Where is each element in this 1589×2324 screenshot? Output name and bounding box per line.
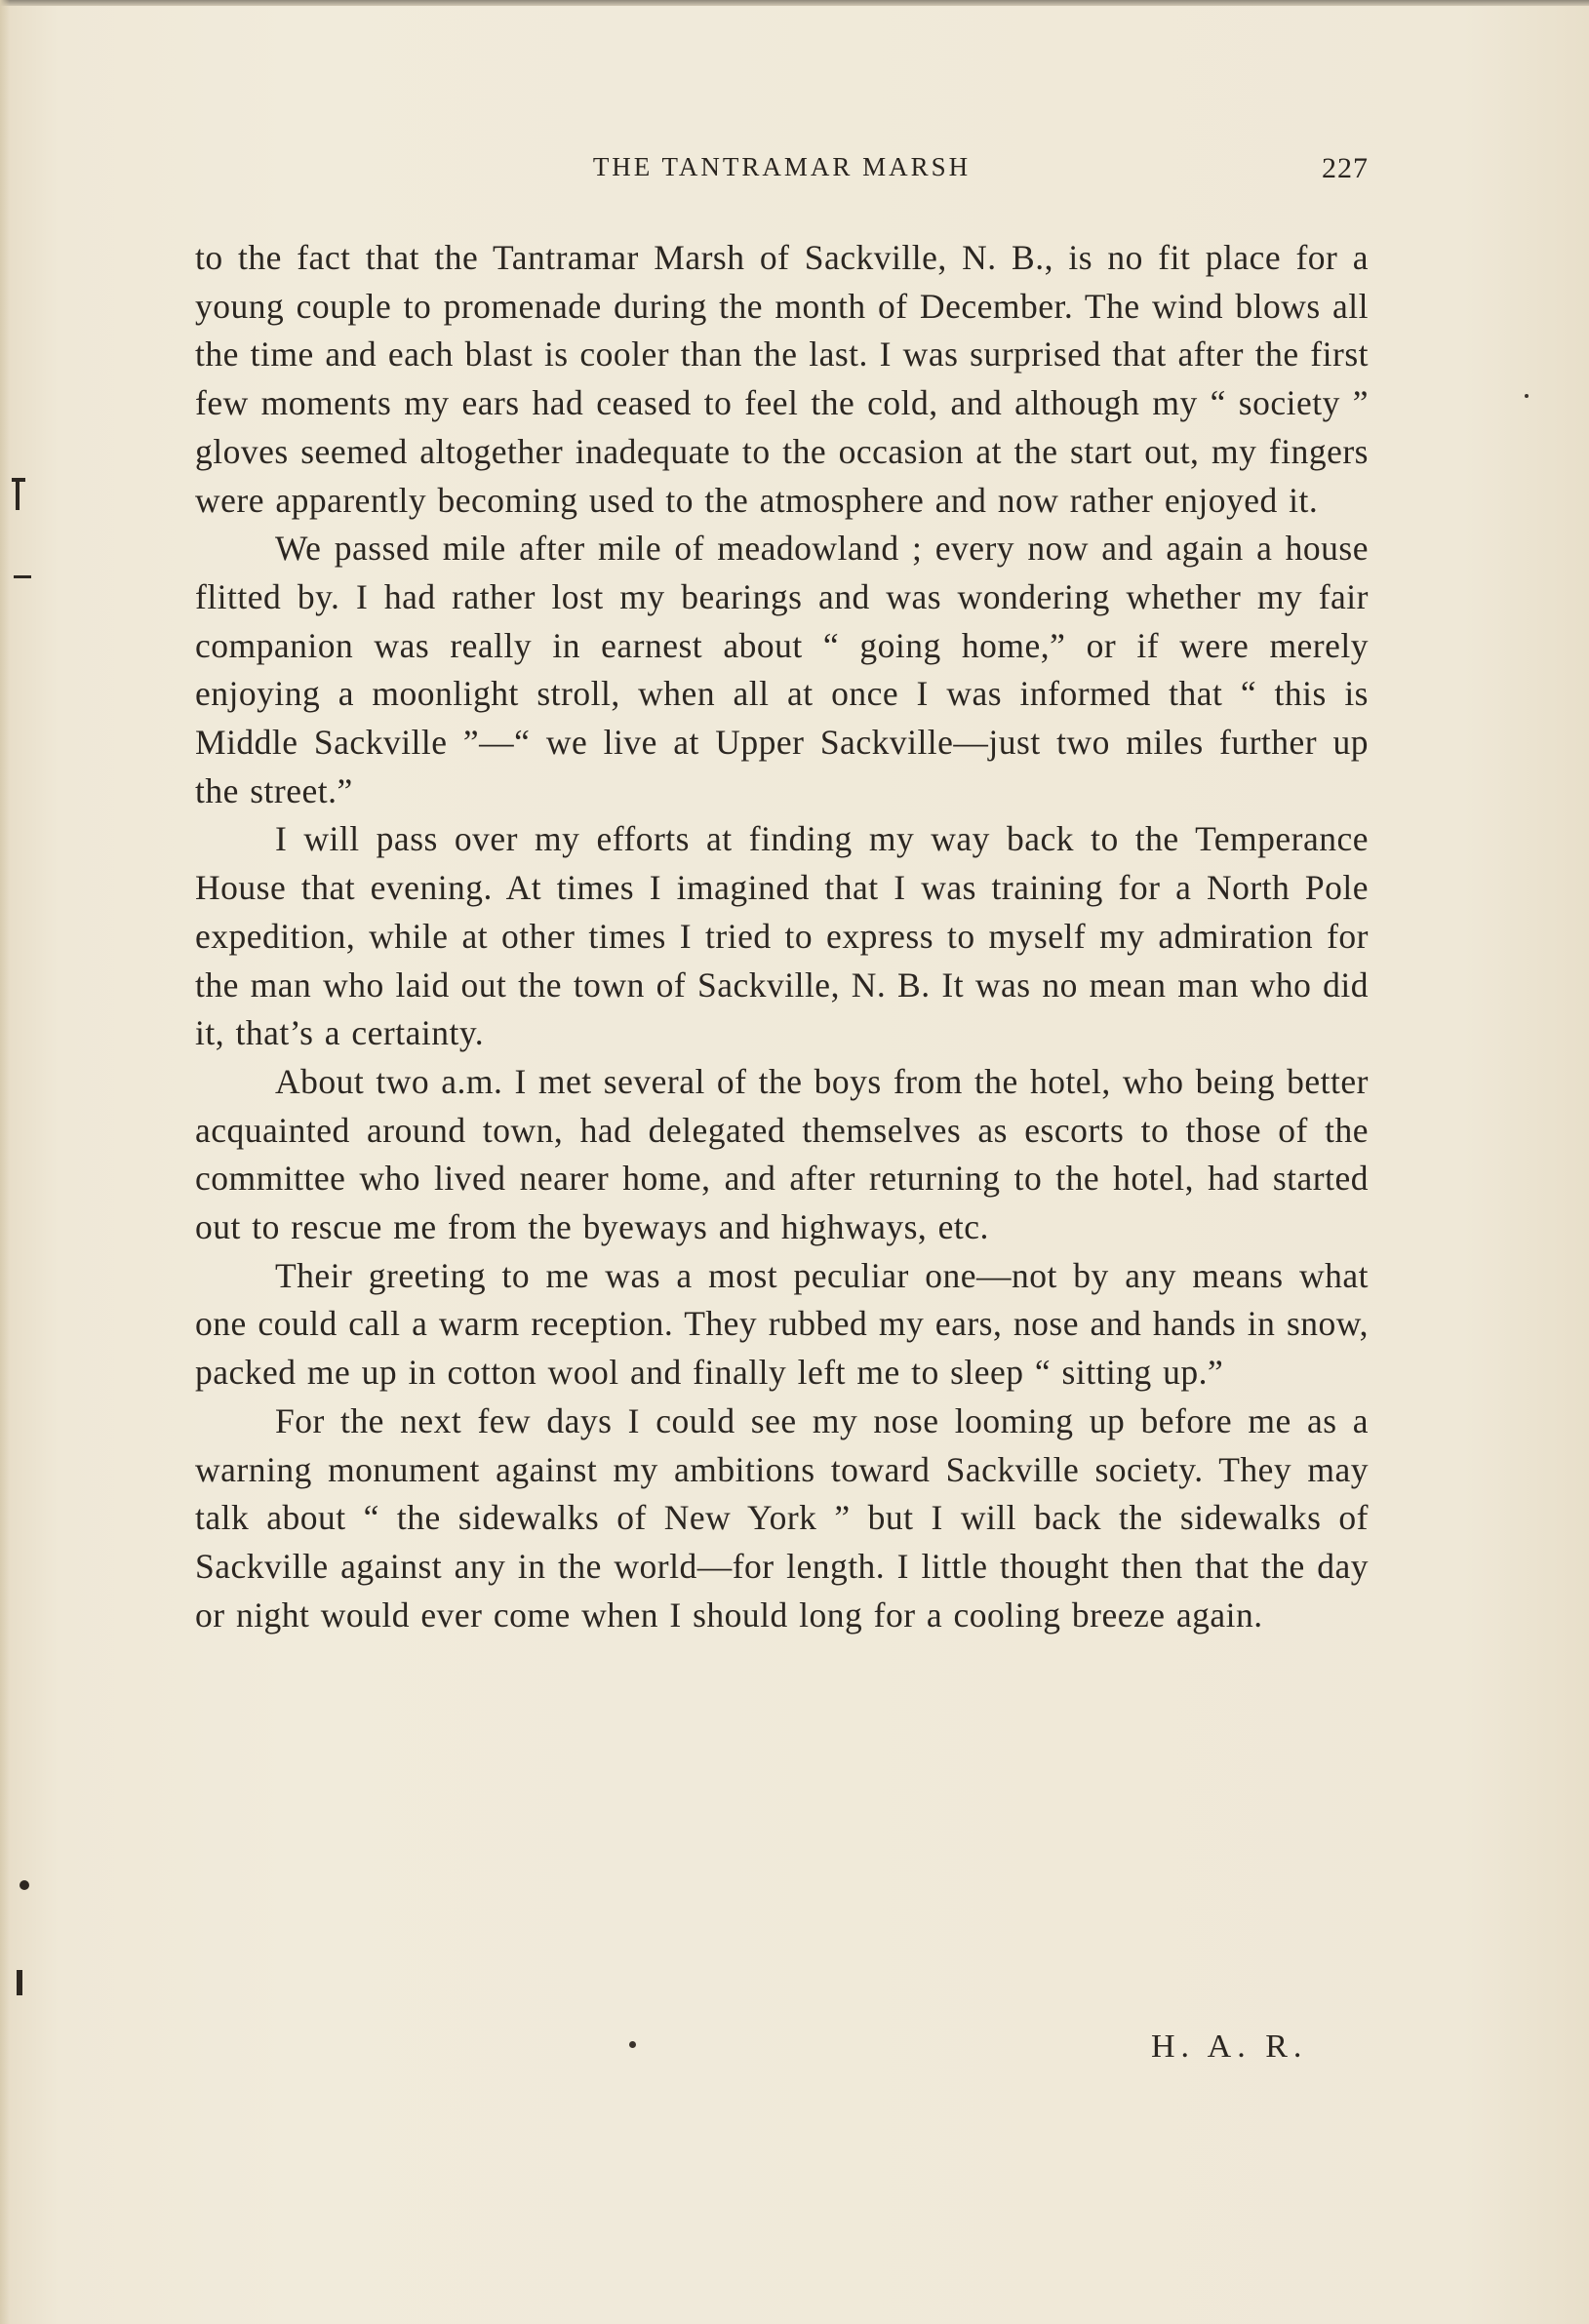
- margin-mark: [16, 481, 20, 510]
- ink-speck: [1525, 394, 1529, 398]
- margin-mark: [20, 1880, 29, 1890]
- running-head: THE TANTRAMAR MARSH: [592, 152, 972, 181]
- page-top-edge: [0, 0, 1589, 6]
- paragraph-5: Their greeting to me was a most peculiar one—not by any means what one could call a warm reception. They rubbed my ears, nose and hands in snow, packed me up in cotton wool and finally left me to sleep “ sitting up.”: [195, 1255, 1369, 1393]
- paragraph-6: For the next few days I could see my nose looming up before me as a warning monument against my ambitions toward Sackville society. They may talk about “ the sidewalks of New York ” but I will back the sidewalks of Sackville against any in the world—for length. I little thought then that the day or night would ever come when I should long for a cooling breeze again.: [195, 1400, 1369, 1635]
- page-number: 227: [1322, 152, 1369, 184]
- ink-speck: [629, 2041, 636, 2048]
- margin-mark: [14, 575, 31, 578]
- page-header: [195, 152, 1369, 191]
- article-body: [195, 234, 1369, 1639]
- paragraph-3: I will pass over my efforts at finding my way back to the Temperance House that evening. At times I imagined that I was training for a North Pole expedition, while at other times I tried to express to myself my admiration for the man who laid out the town of Sackville, N. B. It was no mean man who did it, that’s a certainty.: [195, 819, 1369, 1053]
- page-gutter-edge: [0, 0, 10, 2324]
- margin-mark: [17, 1970, 22, 1995]
- paragraph-1: to the fact that the Tantramar Marsh of Sackville, N. B., is no fit place for a young couple to promenade during the month of December. The wind blows all the time and each blast is cooler than the last. I was surprised that after the first few moments my ears had ceased to feel the cold, and although my “ society ” gloves seemed altogether inadequate to the occasion at the start out, my fingers were apparently becoming used to the atmosphere and now rather enjoyed it.: [195, 238, 1369, 520]
- paragraph-4: About two a.m. I met several of the boys from the hotel, who being better acquainted around town, had delegated themselves as escorts to those of the committee who lived nearer home, and after returning to the hotel, had started out to rescue me from the byeways and highways, etc.: [195, 1061, 1369, 1247]
- paragraph-2: We passed mile after mile of meadowland ; every now and again a house flitted by. I had rather lost my bearings and was wondering whether my fair companion was really in earnest about “ going home,” or if were merely enjoying a moonlight stroll, when all at once I was informed that “ this is Middle Sackville ”—“ we live at Upper Sackville—just two miles further up the street.”: [195, 529, 1369, 810]
- author-signature: H. A. R.: [1151, 2029, 1308, 2065]
